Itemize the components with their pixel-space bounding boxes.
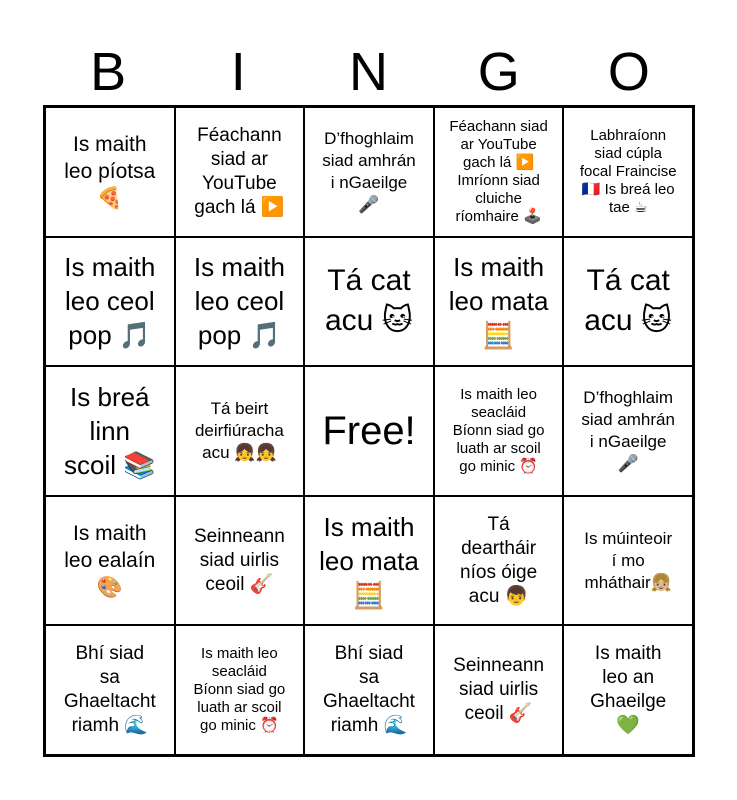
cell-text: Is maith leo ealaín 🎨	[64, 522, 156, 600]
cell-text: Seinneann siad uirlis ceoil 🎸	[193, 525, 285, 595]
bingo-cell-r4c2[interactable]	[175, 496, 305, 626]
bingo-cell-r5c2[interactable]	[175, 625, 305, 755]
cell-text: Is maith leo mata 🧮	[448, 252, 549, 351]
bingo-cell-r4c4[interactable]	[434, 496, 564, 626]
cell-text: D’fhoghlaim siad amhrán i nGaeilge 🎤	[322, 128, 416, 214]
bingo-cell-r2c1[interactable]	[45, 237, 175, 367]
bingo-card	[43, 105, 695, 757]
cell-text: Is maith leo ceol pop 🎵	[64, 252, 156, 351]
bingo-cell-r2c4[interactable]	[434, 237, 564, 367]
bingo-cell-r1c3[interactable]	[304, 107, 434, 237]
cell-text: Is maith leo ceol pop 🎵	[193, 252, 285, 351]
bingo-header	[43, 38, 694, 106]
bingo-cell-r5c4[interactable]	[434, 625, 564, 755]
bingo-cell-r3c5[interactable]	[563, 366, 693, 496]
bingo-cell-r5c1[interactable]	[45, 625, 175, 755]
free-space-text: Free!	[322, 408, 416, 453]
cell-text: D’fhoghlaim siad amhrán i nGaeilge 🎤	[581, 387, 675, 473]
header-letter-g: G	[477, 42, 520, 102]
cell-text: Is maith leo seacláid Bíonn siad go luath ar scoil go minic ⏰	[452, 385, 545, 475]
cell-text: Labhraíonn siad cúpla focal Fraincise 🇫🇷 Is breá leo tae ☕	[579, 126, 677, 216]
cell-text: Bhí siad sa Ghaeltacht riamh 🌊	[63, 643, 156, 737]
header-letter-o: O	[607, 42, 650, 102]
bingo-cell-free[interactable]	[304, 366, 434, 496]
bingo-cell-r2c2[interactable]	[175, 237, 305, 367]
cell-text: Is maith leo mata 🧮	[319, 511, 419, 610]
bingo-cell-r4c5[interactable]	[563, 496, 693, 626]
cell-text: Tá cat acu 🐱	[584, 264, 673, 338]
bingo-cell-r2c3[interactable]	[304, 237, 434, 367]
bingo-cell-r3c2[interactable]	[175, 366, 305, 496]
bingo-cell-r4c1[interactable]	[45, 496, 175, 626]
cell-text: Tá deartháir níos óige acu 👦	[460, 513, 538, 607]
cell-text: Is múinteoir í mo mháthair👧🏼	[584, 528, 673, 592]
header-letter-i: I	[230, 42, 246, 102]
cell-text: Tá beirt deirfiúracha acu 👧👧	[194, 398, 284, 462]
bingo-cell-r1c2[interactable]	[175, 107, 305, 237]
bingo-cell-r1c4[interactable]	[434, 107, 564, 237]
bingo-cell-r5c5[interactable]	[563, 625, 693, 755]
cell-text: Bhí siad sa Ghaeltacht riamh 🌊	[323, 643, 415, 737]
cell-text: Seinneann siad uirlis ceoil 🎸	[453, 655, 545, 725]
bingo-cell-r4c3[interactable]	[304, 496, 434, 626]
cell-text: Is maith leo píotsa 🍕	[64, 133, 156, 211]
cell-text: Is maith leo seacláid Bíonn siad go luath ar scoil go minic ⏰	[193, 645, 286, 735]
header-letter-n: N	[348, 42, 388, 102]
cell-text: Is breá linn scoil 📚	[63, 381, 156, 480]
bingo-cell-r5c3[interactable]	[304, 625, 434, 755]
cell-text: Féachann siad ar YouTube gach lá ▶️	[194, 124, 285, 218]
cell-text: Tá cat acu 🐱	[325, 264, 413, 338]
cell-text: Féachann siad ar YouTube gach lá ▶️ Imríonn siad cluiche ríomhaire 🕹️	[449, 117, 548, 225]
bingo-cell-r1c1[interactable]	[45, 107, 175, 237]
bingo-cell-r2c5[interactable]	[563, 237, 693, 367]
bingo-cell-r1c5[interactable]	[563, 107, 693, 237]
bingo-cell-r3c4[interactable]	[434, 366, 564, 496]
bingo-cell-r3c1[interactable]	[45, 366, 175, 496]
header-letter-b: B	[90, 42, 127, 102]
cell-text: Is maith leo an Ghaeilge 💚	[590, 643, 667, 737]
